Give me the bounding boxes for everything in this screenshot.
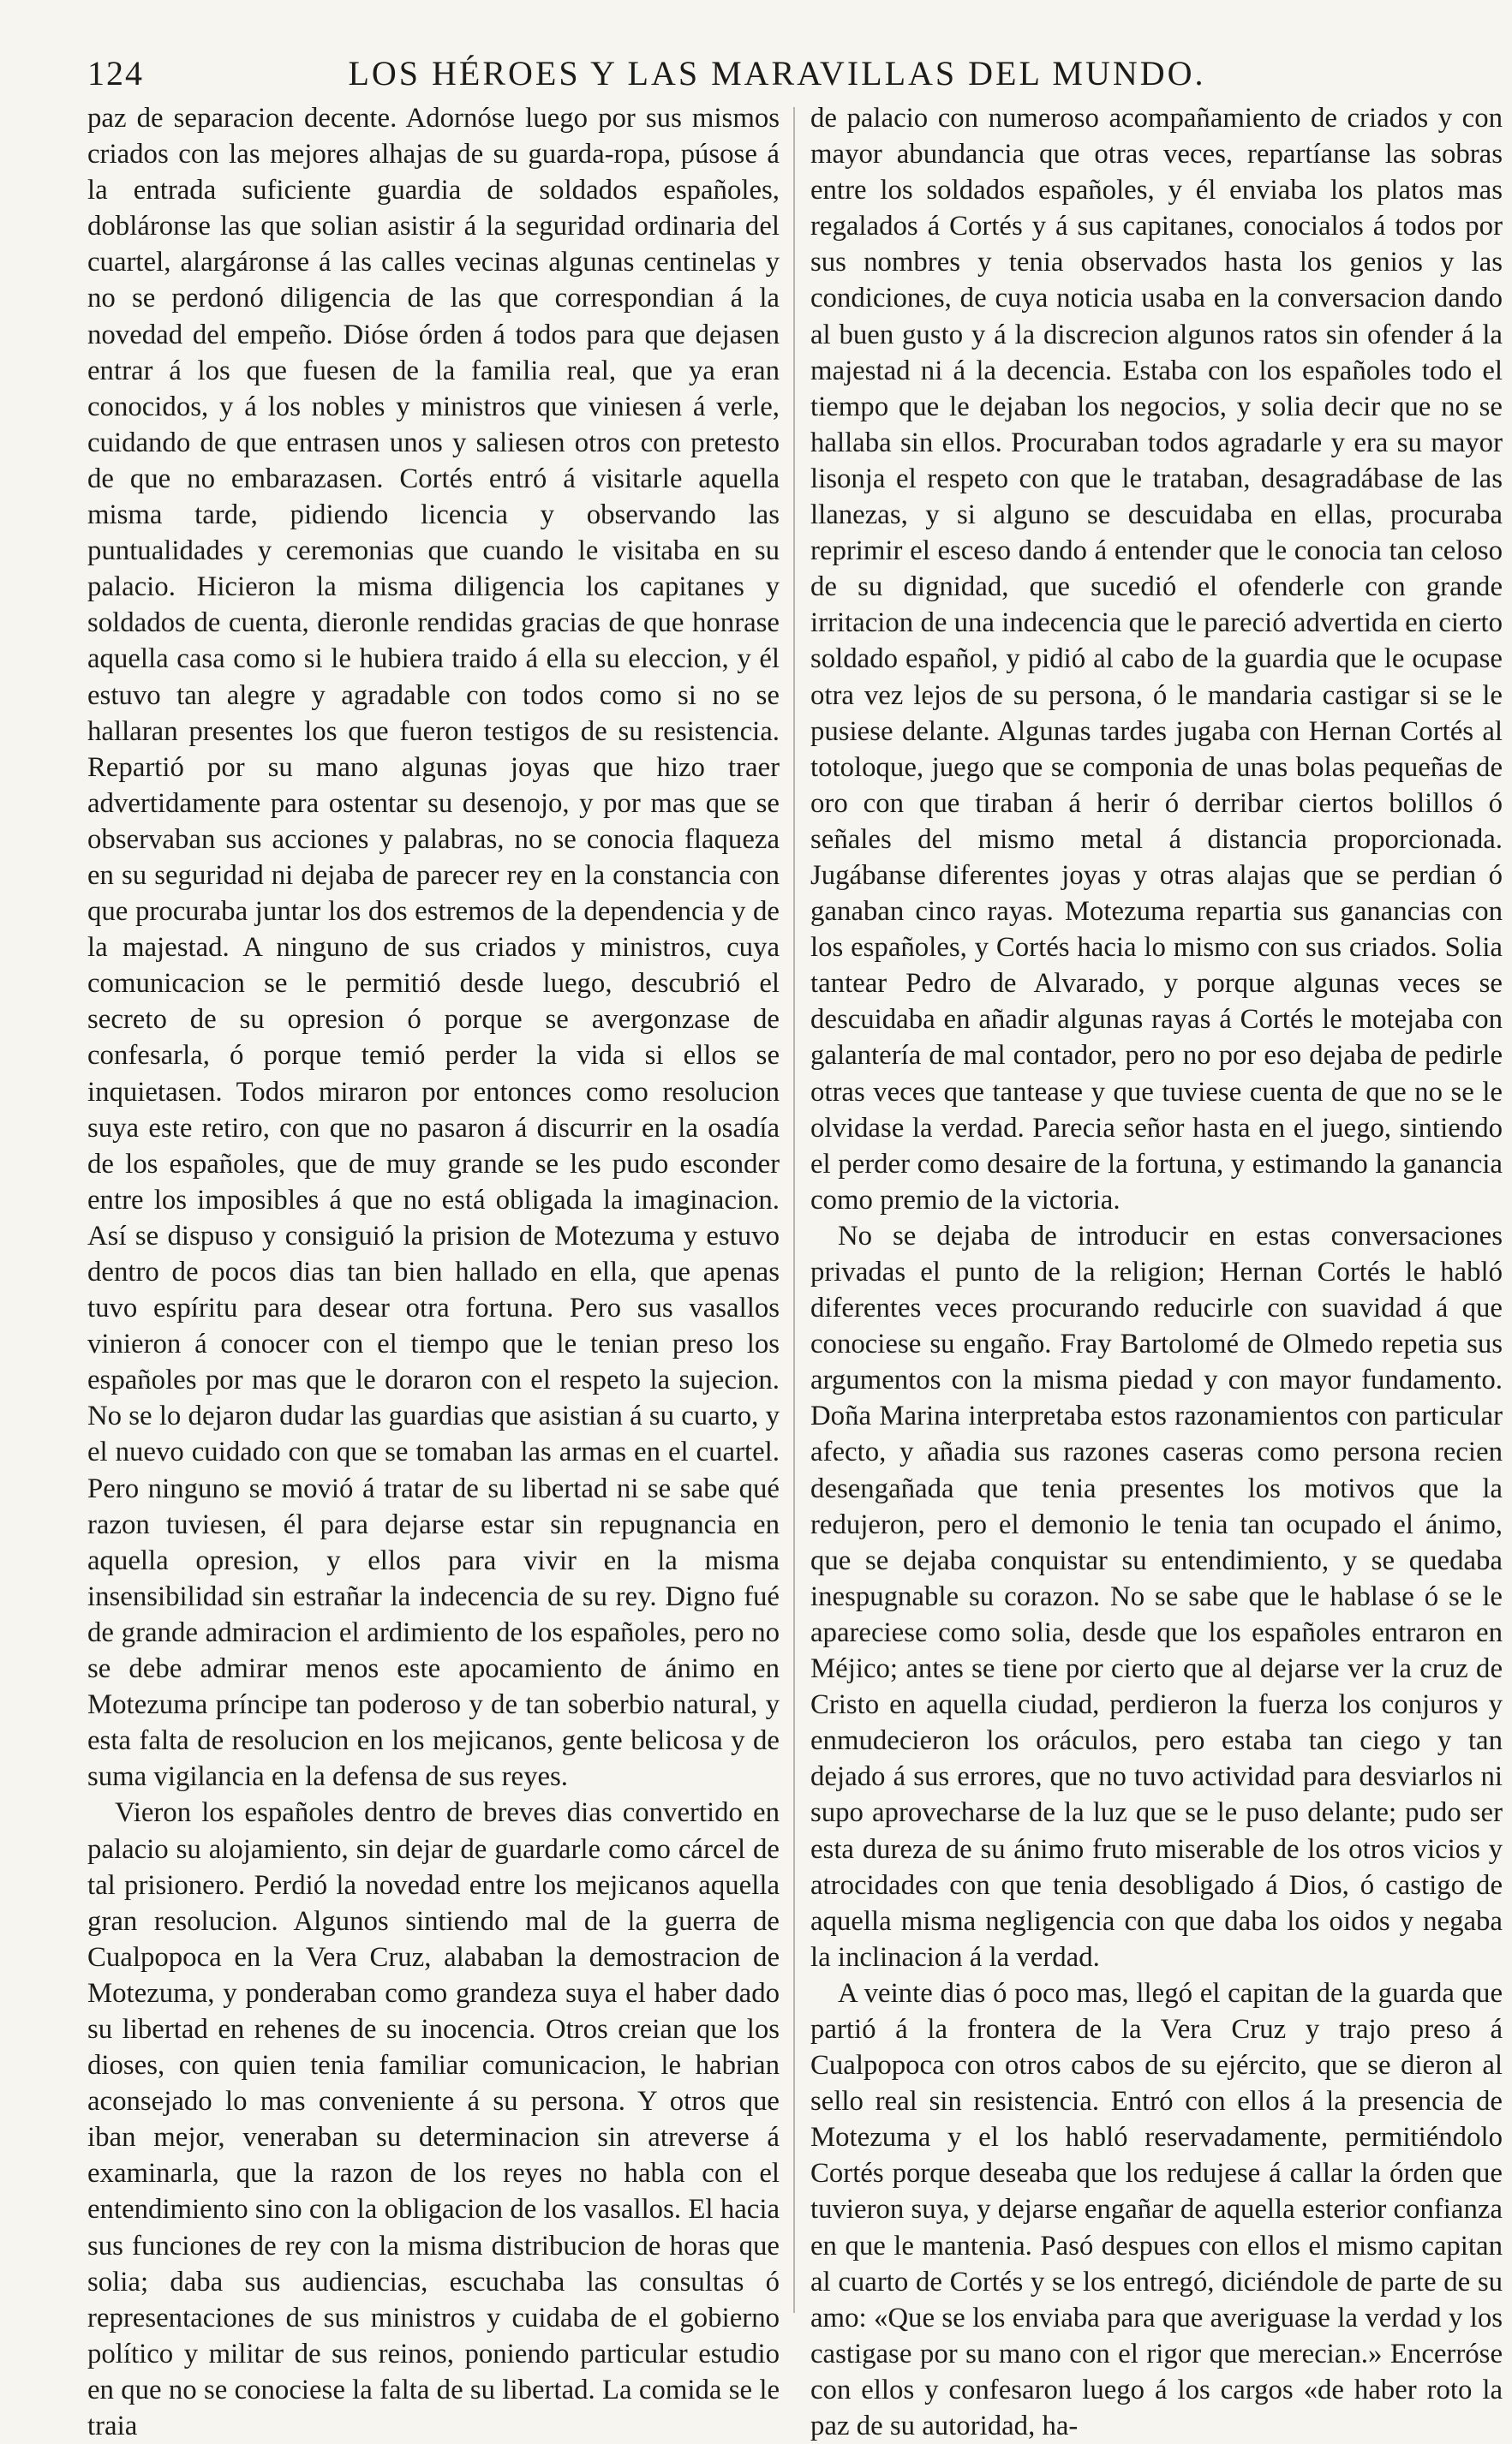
column-divider [793,107,795,2313]
paragraph: No se dejaba de introducir en estas conversaciones privadas el punto de la religion; Hernan Cortés le habló diferentes veces procurando reducirle con suavidad á que conociese su engaño. Fray Bartolomé de Olmedo repetia sus argumentos con la misma piedad y con mayor fundamento. Doña Marina interpretaba estos razonamientos con particular afecto, y añadia sus razones caseras como persona recien desengañada que tenia presentes los motivos que la redujeron, pero el demonio le tenia tan ocupado el ánimo, que se dejaba conquistar su entendimiento, y se quedaba inespugnable su corazon. No se sabe que le hablase ó se le apareciese como solia, desde que los españoles entraron en Méjico; antes se tiene por cierto que al dejarse ver la cruz de Cristo en aquella ciudad, perdieron la fuerza los conjuros y enmudecieron los oráculos, pero estaba tan ciego y tan dejado á sus errores, que no tuvo actividad para desviarlos ni supo aprovecharse de la luz que se le puso delante; pudo ser esta dureza de su ánimo fruto miserable de los otros vicios y atrocidades con que tenia desobligado á Dios, ó castigo de aquella misma negligencia con que daba los oidos y negaba la inclinacion á la verdad. [810,1220,1503,1973]
paragraph: A veinte dias ó poco mas, llegó el capitan de la guarda que partió á la frontera de la Vera Cruz y trajo preso á Cualpopoca con otros cabos de su ejército, que se dieron al sello real sin resistencia. Entró con ellos á la presencia de Motezuma y el los habló reservadamente, permitiéndolo Cortés porque deseaba que los redujese á callar la órden que tuvieron suya, y dejarse engañar de aquella esterior confianza en que le mantenia. Pasó despues con ellos el mismo capitan al cuarto de Cortés y se los entregó, diciéndole de parte de su amo: «Que se los enviaba para que averiguase la verdad y los castigase por su mano con el rigor que merecian.» Encerróse con ellos y confesaron luego á los cargos «de haber roto la paz de su autoridad, ha- [810,1977,1503,2441]
running-title: LOS HÉROES Y LAS MARAVILLAS DEL MUNDO. [348,54,1206,93]
left-column [87,100,780,2441]
page-number: 124 [87,54,144,93]
right-column [810,100,1503,2441]
paragraph: Vieron los españoles dentro de breves dias convertido en palacio su alojamiento, sin dejar de guardarle como cárcel de tal prisionero. Perdió la novedad entre los mejicanos aquella gran resolucion. Algunos sintiendo mal de la guerra de Cualpopoca en la Vera Cruz, alababan la demostracion de Motezuma, y ponderaban como grandeza suya el haber dado su libertad en rehenes de su inocencia. Otros creian que los dioses, con quien tenia familiar comunicacion, le habrian aconsejado lo mas conveniente á su persona. Y otros que iban mejor, veneraban su determinacion sin atreverse á examinarla, que la razon de los reyes no habla con el entendimiento sino con la obligacion de los vasallos. El hacia sus funciones de rey con la misma distribucion de horas que solia; daba sus audiencias, escuchaba las consultas ó representaciones de sus ministros y cuidaba de el gobierno político y militar de sus reinos, poniendo particular estudio en que no se conociese la falta de su libertad. La comida se le traia [87,1797,780,2441]
paragraph: paz de separacion decente. Adornóse luego por sus mismos criados con las mejores alhajas de su guarda-ropa, púsose á la entrada suficiente guardia de soldados españoles, dobláronse las que solian asistir á la seguridad ordinaria del cuartel, alargáronse á las calles vecinas algunas centinelas y no se perdonó diligencia de las que correspondian á la novedad del empeño. Dióse órden á todos para que dejasen entrar á los que fuesen de la familia real, que ya eran conocidos, y á los nobles y ministros que viniesen á verle, cuidando de que entrasen unos y saliesen otros con pretesto de que no embarazasen. Cortés entró á visitarle aquella misma tarde, pidiendo licencia y observando las puntualidades y ceremonias que cuando le visitaba en su palacio. Hicieron la misma diligencia los capitanes y soldados de cuenta, dieronle rendidas gracias de que honrase aquella casa como si le hubiera traido á ella su eleccion, y él estuvo tan alegre y agradable con todos como si no se hallaran presentes los que fueron testigos de su resistencia. Repartió por su mano algunas joyas que hizo traer advertidamente para ostentar su desenojo, y por mas que se observaban sus acciones y palabras, no se conocia flaqueza en su seguridad ni dejaba de parecer rey en la constancia con que procuraba juntar los dos estremos de la dependencia y de la majestad. A ninguno de sus criados y ministros, cuya comunicacion se le permitió desde luego, descubrió el secreto de su opresion ó porque se avergonzase de confesarla, ó porque temió perder la vida si ellos se inquietasen. Todos miraron por entonces como resolucion suya este retiro, con que no pasaron á discurrir en la osadía de los españoles, que de muy grande se les pudo esconder entre los imposibles á que no está obligada la imaginacion. Así se dispuso y consiguió la prision de Motezuma y estuvo dentro de pocos dias tan bien hallado en ella, que apenas tuvo espíritu para desear otra fortuna. Pero sus vasallos vinieron á conocer con el tiempo que le tenian preso los españoles por mas que le doraron con el respeto la sujecion. No se lo dejaron dudar las guardias que asistian á su cuarto, y el nuevo cuidado con que se tomaban las armas en el cuartel. Pero ninguno se movió á tratar de su libertad ni se sabe qué razon tuviesen, él para dejarse estar sin repugnancia en aquella opresion, y ellos para vivir en la misma insensibilidad sin estrañar la indecencia de su rey. Digno fué de grande admiracion el ardimiento de los españoles, pero no se debe admirar menos este apocamiento de ánimo en Motezuma príncipe tan poderoso y de tan soberbio natural, y esta falta de resolucion en los mejicanos, gente belicosa y de suma vigilancia en la defensa de sus reyes. [87,103,780,1793]
paragraph: de palacio con numeroso acompañamiento de criados y con mayor abundancia que otras veces, repartíanse las sobras entre los soldados españoles, y él enviaba los platos mas regalados á Cortés y á sus capitanes, conocialos á todos por sus nombres y tenia observados hasta los genios y las condiciones, de cuya noticia usaba en la conversacion dando al buen gusto y á la discrecion algunos ratos sin ofender á la majestad ni á la decencia. Estaba con los españoles todo el tiempo que le dejaban los negocios, y solia decir que no se hallaba sin ellos. Procuraban todos agradarle y era su mayor lisonja el respeto con que le trataban, desagradábase de las llanezas, y si alguno se descuidaba en ellas, procuraba reprimir el esceso dando á entender que le conocia tan celoso de su dignidad, que sucedió el ofenderle con grande irritacion de una indecencia que le pareció advertida en cierto soldado español, y pidió al cabo de la guardia que le ocupase otra vez lejos de su persona, ó le mandaria castigar si se le pusiese delante. Algunas tardes jugaba con Hernan Cortés al totoloque, juego que se componia de unas bolas pequeñas de oro con que tiraban á herir ó derribar ciertos bolillos ó señales del mismo metal á distancia proporcionada. Jugábanse diferentes joyas y otras alajas que se perdian ó ganaban cinco rayas. Motezuma repartia sus ganancias con los españoles, y Cortés hacia lo mismo con sus criados. Solia tantear Pedro de Alvarado, y porque algunas veces se descuidaba en añadir algunas rayas á Cortés le motejaba con galantería de mal contador, pero no por eso dejaba de pedirle otras veces que tantease y que tuviese cuenta de que no se le olvidase la verdad. Parecia señor hasta en el juego, sintiendo el perder como desaire de la fortuna, y estimando la ganancia como premio de la victoria. [810,103,1503,1216]
page-header [87,53,1467,105]
